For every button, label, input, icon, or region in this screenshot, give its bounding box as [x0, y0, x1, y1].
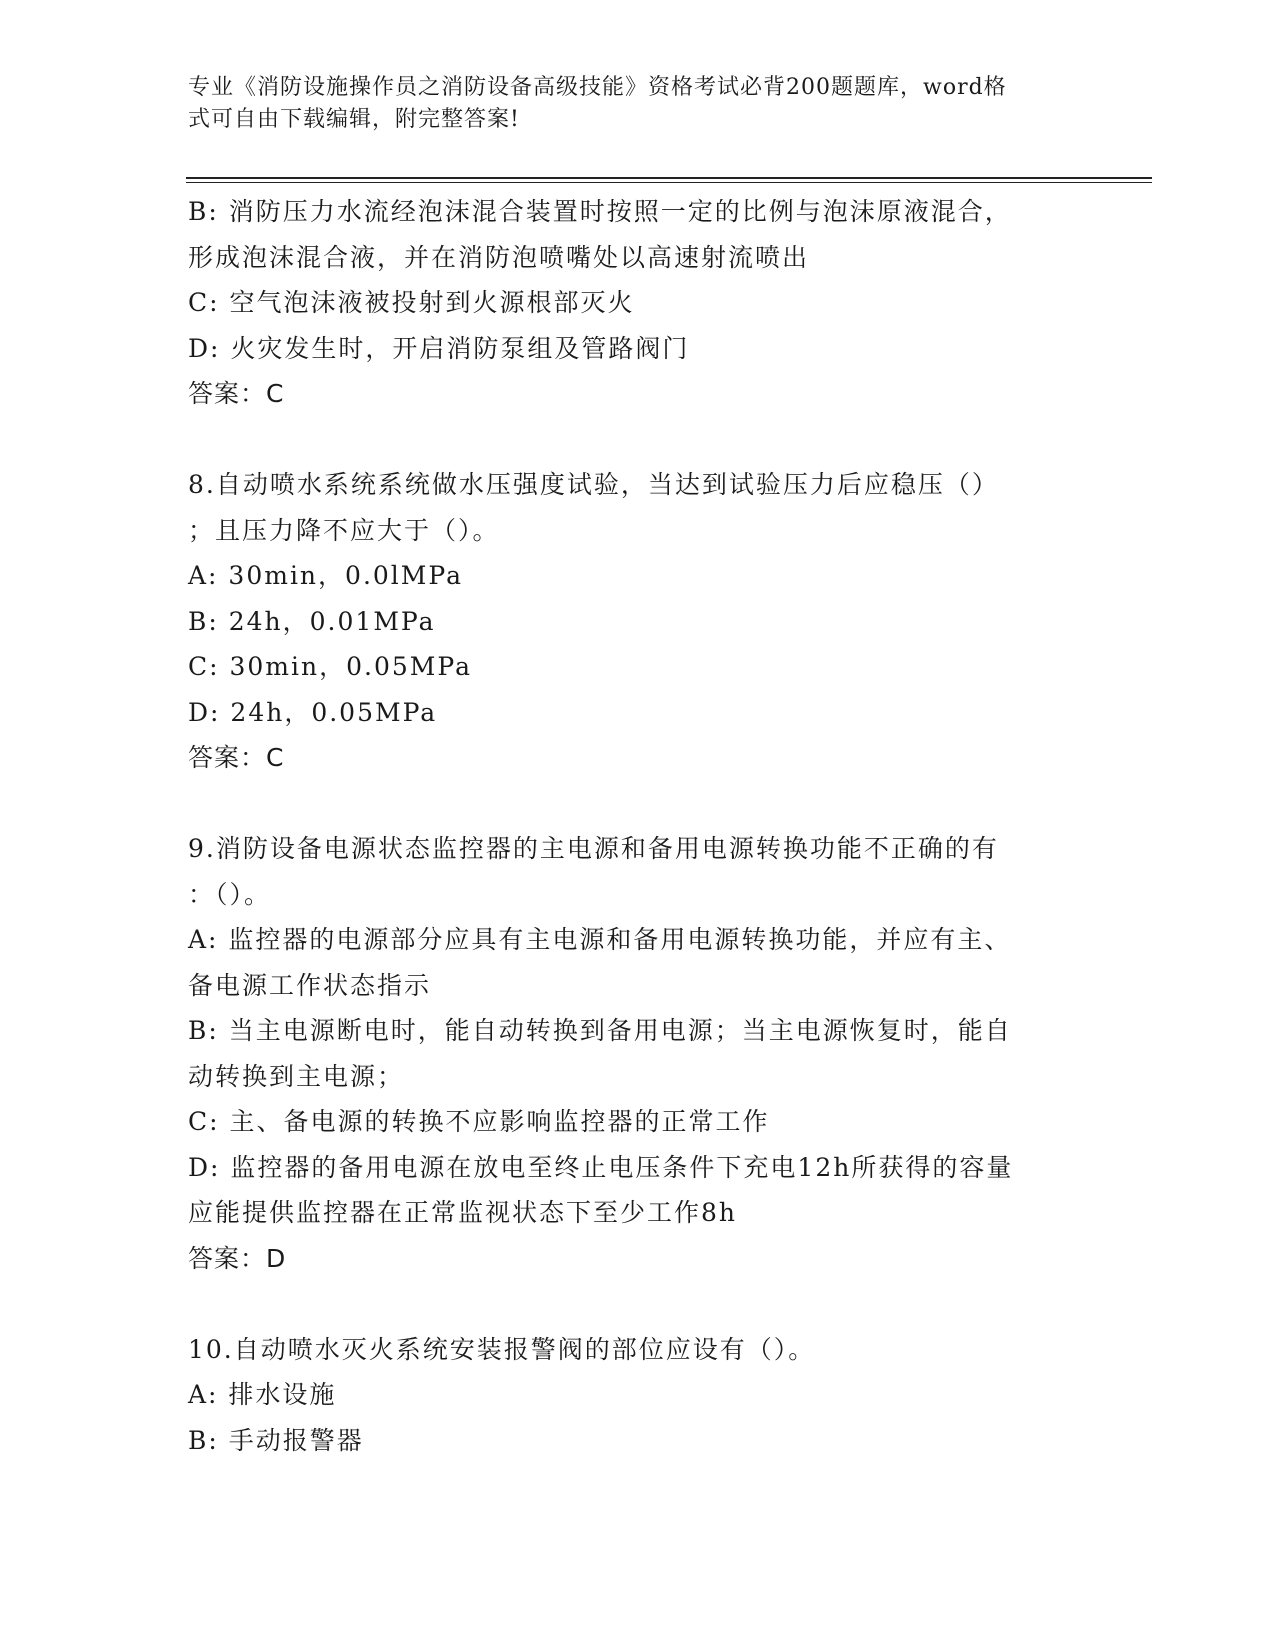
spacer: [188, 781, 1108, 827]
q7-option-c: C: 空气泡沫液被投射到火源根部灭火: [188, 288, 635, 317]
header-line-1: 专业《消防设施操作员之消防设备高级技能》资格考试必背200题题库，word格: [188, 75, 1007, 100]
spacer: [188, 1281, 1108, 1327]
spacer: [188, 417, 1108, 463]
q8-stem-line-2: ；且压力降不应大于（）。: [188, 515, 500, 545]
q8-answer: 答案：C: [188, 743, 285, 772]
question-content: [188, 189, 1108, 1463]
q9-option-b-line-2: 动转换到主电源；: [188, 1061, 405, 1091]
q9-answer: 答案：D: [188, 1243, 287, 1273]
q8-option-d: D: 24h，0.05MPa: [188, 697, 438, 727]
q9-option-a-line-2: 备电源工作状态指示: [188, 970, 432, 1000]
question-7: [188, 189, 1108, 417]
q10-stem: 10.自动喷水灭火系统安装报警阀的部位应设有（）。: [188, 1334, 816, 1364]
q9-option-a-line-1: A: 监控器的电源部分应具有主电源和备用电源转换功能，并应有主、: [188, 925, 1012, 954]
q7-option-d: D: 火灾发生时，开启消防泵组及管路阀门: [188, 333, 690, 363]
q8-option-a: A: 30min，0.0lMPa: [188, 561, 463, 590]
q7-option-b-line-2: 形成泡沫混合液，并在消防泡喷嘴处以高速射流喷出: [188, 242, 810, 272]
q10-option-b: B: 手动报警器: [188, 1425, 364, 1455]
q9-option-c: C: 主、备电源的转换不应影响监控器的正常工作: [188, 1107, 770, 1136]
q7-answer: 答案：C: [188, 379, 285, 408]
q9-option-d-line-2: 应能提供监控器在正常监视状态下至少工作8h: [188, 1198, 738, 1227]
q9-stem-line-2: ：（）。: [188, 879, 272, 909]
question-9: [188, 826, 1108, 1281]
question-8: [188, 462, 1108, 781]
q9-stem-line-1: 9.消防设备电源状态监控器的主电源和备用电源转换功能不正确的有: [188, 834, 999, 863]
q8-stem-line-1: 8.自动喷水系统系统做水压强度试验，当达到试验压力后应稳压（）: [188, 470, 999, 499]
q7-option-b-line-1: B: 消防压力水流经泡沫混合装置时按照一定的比例与泡沫原液混合，: [188, 197, 1012, 226]
q8-option-c: C: 30min，0.05MPa: [188, 652, 472, 681]
q8-option-b: B: 24h，0.01MPa: [188, 606, 436, 636]
q9-option-b-line-1: B: 当主电源断电时，能自动转换到备用电源；当主电源恢复时，能自: [188, 1016, 1012, 1045]
header-line-2: 式可自由下载编辑，附完整答案!: [188, 107, 520, 132]
question-10: [188, 1327, 1108, 1464]
q9-option-d-line-1: D: 监控器的备用电源在放电至终止电压条件下充电12h所获得的容量: [188, 1152, 1014, 1182]
header-rule-thick: [186, 177, 1152, 179]
header-rule-thin: [186, 182, 1152, 183]
document-header: [188, 72, 1068, 136]
q10-option-a: A: 排水设施: [188, 1380, 337, 1409]
